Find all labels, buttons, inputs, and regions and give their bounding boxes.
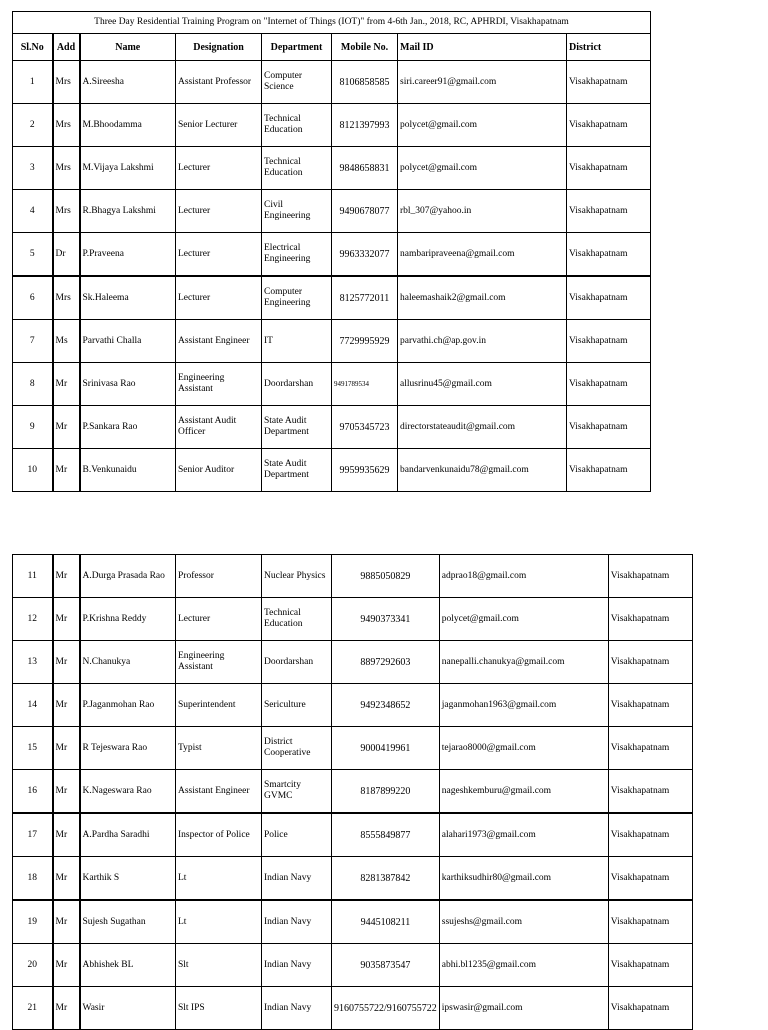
cell-add: Ms [53,320,80,363]
cell-designation: Engineering Assistant [176,363,262,406]
cell-department: Indian Navy [262,944,332,987]
cell-mobile: 9490678077 [332,190,398,233]
cell-department: Electrical Engineering [262,233,332,277]
cell-designation: Lecturer [176,276,262,320]
cell-add: Mrs [53,276,80,320]
cell-add: Mr [53,987,80,1030]
cell-district: Visakhapatnam [567,406,651,449]
cell-designation: Lt [176,900,262,944]
cell-slno: 20 [13,944,53,987]
cell-designation: Lecturer [176,147,262,190]
cell-add: Mr [53,641,80,684]
cell-slno: 10 [13,449,53,492]
header-department: Department [262,34,332,61]
cell-mobile: 8187899220 [332,770,440,814]
cell-add: Mr [53,813,80,857]
cell-district: Visakhapatnam [608,684,692,727]
cell-department: Computer Science [262,61,332,104]
cell-slno: 14 [13,684,53,727]
cell-add: Mr [53,684,80,727]
cell-designation: Assistant Engineer [176,320,262,363]
cell-add: Mr [53,944,80,987]
cell-district: Visakhapatnam [567,61,651,104]
cell-district: Visakhapatnam [608,598,692,641]
cell-slno: 15 [13,727,53,770]
cell-add: Mr [53,857,80,901]
cell-mobile: 9000419961 [332,727,440,770]
cell-mail: karthiksudhir80@gmail.com [439,857,608,901]
cell-district: Visakhapatnam [608,555,692,598]
cell-mail: adprao18@gmail.com [439,555,608,598]
cell-department: Civil Engineering [262,190,332,233]
table-row [13,363,651,406]
cell-name: N.Chanukya [80,641,176,684]
table-row [13,61,651,104]
header-add: Add [53,34,80,61]
cell-designation: Assistant Professor [176,61,262,104]
participants-table-1 [12,11,651,492]
cell-district: Visakhapatnam [567,190,651,233]
table-row [13,684,693,727]
cell-add: Mr [53,598,80,641]
cell-mail: polycet@gmail.com [398,104,567,147]
cell-add: Mr [53,770,80,814]
header-name: Name [80,34,176,61]
cell-district: Visakhapatnam [567,147,651,190]
cell-mail: ssujeshs@gmail.com [439,900,608,944]
cell-name: R Tejeswara Rao [80,727,176,770]
cell-mail: polycet@gmail.com [439,598,608,641]
cell-mobile: 9885050829 [332,555,440,598]
cell-department: Technical Education [262,104,332,147]
cell-mobile: 8897292603 [332,641,440,684]
table-row [13,320,651,363]
cell-slno: 2 [13,104,53,147]
cell-add: Mr [53,406,80,449]
cell-district: Visakhapatnam [608,900,692,944]
table-row [13,104,651,147]
cell-slno: 3 [13,147,53,190]
cell-mail: siri.career91@gmail.com [398,61,567,104]
cell-name: Parvathi Challa [80,320,176,363]
cell-mobile: 9490373341 [332,598,440,641]
cell-name: P.Praveena [80,233,176,277]
cell-district: Visakhapatnam [567,320,651,363]
cell-slno: 5 [13,233,53,277]
table-title: Three Day Residential Training Program on "Internet of Things (IOT)" from 4-6th Jan., 2018, RC, APHRDI, Visakhapatnam [13,12,651,34]
cell-mobile: 9035873547 [332,944,440,987]
cell-mail: nanepalli.chanukya@gmail.com [439,641,608,684]
cell-slno: 1 [13,61,53,104]
cell-district: Visakhapatnam [567,233,651,277]
cell-add: Mrs [53,104,80,147]
cell-mail: rbl_307@yahoo.in [398,190,567,233]
cell-department: Smartcity GVMC [262,770,332,814]
cell-designation: Superintendent [176,684,262,727]
header-district: District [567,34,651,61]
table-row [13,555,693,598]
cell-designation: Assistant Engineer [176,770,262,814]
cell-mobile: 9963332077 [332,233,398,277]
cell-district: Visakhapatnam [567,363,651,406]
cell-name: M.Vijaya Lakshmi [80,147,176,190]
cell-mobile: 8555849877 [332,813,440,857]
table-row [13,598,693,641]
cell-district: Visakhapatnam [608,770,692,814]
cell-slno: 12 [13,598,53,641]
cell-name: Sk.Haleema [80,276,176,320]
table-row [13,406,651,449]
cell-name: A.Durga Prasada Rao [80,555,176,598]
cell-district: Visakhapatnam [608,813,692,857]
cell-designation: Engineering Assistant [176,641,262,684]
cell-designation: Slt IPS [176,987,262,1030]
table-row [13,770,693,814]
cell-mobile: 8121397993 [332,104,398,147]
cell-department: Doordarshan [262,641,332,684]
table-row [13,987,693,1030]
cell-designation: Lecturer [176,190,262,233]
cell-department: IT [262,320,332,363]
cell-department: Police [262,813,332,857]
cell-name: M.Bhoodamma [80,104,176,147]
header-mobile: Mobile No. [332,34,398,61]
cell-mobile: 9959935629 [332,449,398,492]
cell-department: Nuclear Physics [262,555,332,598]
cell-mobile: 9705345723 [332,406,398,449]
cell-district: Visakhapatnam [608,987,692,1030]
cell-designation: Lt [176,857,262,901]
table-row [13,944,693,987]
cell-add: Mr [53,555,80,598]
cell-name: Srinivasa Rao [80,363,176,406]
table-row [13,857,693,901]
cell-slno: 4 [13,190,53,233]
cell-mail: abhi.bl1235@gmail.com [439,944,608,987]
table-row [13,147,651,190]
cell-department: Sericulture [262,684,332,727]
cell-mobile: 8281387842 [332,857,440,901]
cell-designation: Professor [176,555,262,598]
header-designation: Designation [176,34,262,61]
cell-slno: 21 [13,987,53,1030]
cell-mail: bandarvenkunaidu78@gmail.com [398,449,567,492]
header-mail: Mail ID [398,34,567,61]
cell-mobile: 9160755722/9160755722 [332,987,440,1030]
cell-slno: 18 [13,857,53,901]
cell-department: Indian Navy [262,857,332,901]
cell-add: Dr [53,233,80,277]
cell-district: Visakhapatnam [608,944,692,987]
table-row [13,233,651,277]
cell-mail: haleemashaik2@gmail.com [398,276,567,320]
table-row [13,813,693,857]
cell-designation: Slt [176,944,262,987]
cell-mail: alahari1973@gmail.com [439,813,608,857]
cell-district: Visakhapatnam [567,104,651,147]
cell-mobile: 7729995929 [332,320,398,363]
cell-department: Indian Navy [262,987,332,1030]
cell-add: Mrs [53,61,80,104]
cell-slno: 19 [13,900,53,944]
cell-department: Technical Education [262,598,332,641]
cell-add: Mr [53,900,80,944]
cell-name: P.Krishna Reddy [80,598,176,641]
table-row [13,641,693,684]
cell-mobile: 9445108211 [332,900,440,944]
cell-district: Visakhapatnam [608,641,692,684]
cell-district: Visakhapatnam [567,276,651,320]
table-row [13,900,693,944]
cell-name: B.Venkunaidu [80,449,176,492]
cell-name: R.Bhagya Lakshmi [80,190,176,233]
cell-name: Karthik S [80,857,176,901]
cell-mail: ipswasir@gmail.com [439,987,608,1030]
cell-mobile: 9848658831 [332,147,398,190]
cell-mail: polycet@gmail.com [398,147,567,190]
cell-department: District Cooperative [262,727,332,770]
cell-mail: jaganmohan1963@gmail.com [439,684,608,727]
cell-designation: Senior Auditor [176,449,262,492]
cell-designation: Typist [176,727,262,770]
cell-name: Sujesh Sugathan [80,900,176,944]
cell-department: Indian Navy [262,900,332,944]
participants-table-2 [12,554,693,1030]
cell-designation: Senior Lecturer [176,104,262,147]
cell-slno: 13 [13,641,53,684]
cell-mobile: 9492348652 [332,684,440,727]
cell-mail: parvathi.ch@ap.gov.in [398,320,567,363]
cell-name: Abhishek BL [80,944,176,987]
cell-mobile: 8106858585 [332,61,398,104]
table-row [13,276,651,320]
cell-slno: 11 [13,555,53,598]
cell-add: Mr [53,363,80,406]
cell-department: State Audit Department [262,406,332,449]
table-row [13,449,651,492]
cell-mobile: 8125772011 [332,276,398,320]
cell-name: Wasir [80,987,176,1030]
cell-slno: 16 [13,770,53,814]
cell-mail: directorstateaudit@gmail.com [398,406,567,449]
cell-mail: tejarao8000@gmail.com [439,727,608,770]
table-row [13,727,693,770]
cell-slno: 17 [13,813,53,857]
cell-mail: nageshkemburu@gmail.com [439,770,608,814]
header-slno: Sl.No [13,34,53,61]
table-row [13,190,651,233]
header-row [13,34,651,61]
cell-designation: Inspector of Police [176,813,262,857]
cell-add: Mrs [53,190,80,233]
cell-name: K.Nageswara Rao [80,770,176,814]
cell-slno: 6 [13,276,53,320]
cell-add: Mr [53,449,80,492]
cell-mail: allusrinu45@gmail.com [398,363,567,406]
cell-name: P.Jaganmohan Rao [80,684,176,727]
cell-district: Visakhapatnam [608,857,692,901]
cell-designation: Assistant Audit Officer [176,406,262,449]
cell-slno: 8 [13,363,53,406]
cell-name: A.Pardha Saradhi [80,813,176,857]
cell-mobile: 9491789534 [332,363,398,406]
cell-designation: Lecturer [176,598,262,641]
cell-department: Technical Education [262,147,332,190]
cell-slno: 7 [13,320,53,363]
cell-department: State Audit Department [262,449,332,492]
cell-slno: 9 [13,406,53,449]
cell-district: Visakhapatnam [608,727,692,770]
cell-district: Visakhapatnam [567,449,651,492]
cell-name: P.Sankara Rao [80,406,176,449]
cell-mail: nambaripraveena@gmail.com [398,233,567,277]
cell-department: Doordarshan [262,363,332,406]
cell-department: Computer Engineering [262,276,332,320]
cell-add: Mrs [53,147,80,190]
cell-name: A.Sireesha [80,61,176,104]
cell-add: Mr [53,727,80,770]
cell-designation: Lecturer [176,233,262,277]
